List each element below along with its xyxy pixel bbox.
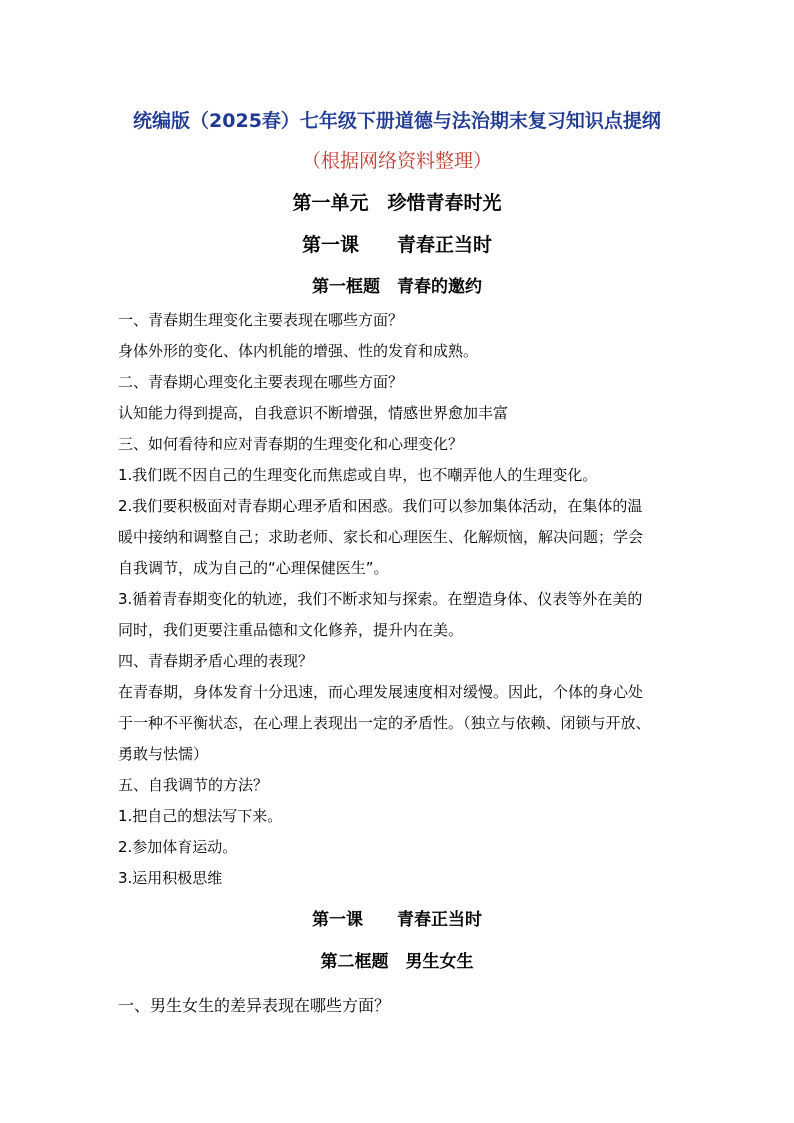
body-line: 认知能力得到提高，自我意识不断增强，情感世界愈加丰富 — [118, 404, 509, 422]
body-line: 三、如何看待和应对青春期的生理变化和心理变化？ — [118, 435, 464, 453]
frame-heading-2: 第二框题 男生女生 — [320, 952, 474, 972]
body-line: 于一种不平衡状态，在心理上表现出一定的矛盾性。（独立与依赖、闭锁与开放、 — [118, 714, 651, 732]
body-line: 五、自我调节的方法？ — [118, 776, 269, 794]
lesson-heading: 第一课 青春正当时 — [301, 234, 492, 256]
body-line: 同时，我们更要注重品德和文化修养，提升内在美。 — [118, 621, 464, 639]
body-line: 四、青春期矛盾心理的表现？ — [118, 652, 314, 670]
body-line: 身体外形的变化、体内机能的增强、性的发育和成熟。 — [118, 342, 479, 360]
body-line: 一、青春期生理变化主要表现在哪些方面？ — [118, 311, 404, 329]
lesson-heading-2: 第一课 青春正当时 — [312, 910, 482, 930]
body-line: 勇敢与怯懦） — [118, 745, 209, 763]
unit-heading: 第一单元 珍惜青春时光 — [292, 192, 502, 214]
body-line: 3.运用积极思维 — [118, 869, 223, 887]
document-title: 统编版（2025春）七年级下册道德与法治期末复习知识点提纲 — [133, 110, 661, 132]
body-line: 在青春期，身体发育十分迅速，而心理发展速度相对缓慢。因此，个体的身心处 — [118, 683, 644, 701]
body-line: 1.我们既不因自己的生理变化而焦虑或自卑，也不嘲弄他人的生理变化。 — [118, 466, 598, 484]
document-subtitle: （根据网络资料整理） — [301, 150, 492, 172]
body-line: 暖中接纳和调整自己；求助老师、家长和心理医生、化解烦恼，解决问题；学会 — [118, 528, 644, 546]
frame-heading: 第一框题 青春的邀约 — [312, 277, 482, 297]
section2-question: 一、男生女生的差异表现在哪些方面？ — [118, 996, 391, 1015]
body-line: 二、青春期心理变化主要表现在哪些方面？ — [118, 373, 404, 391]
body-line: 2.我们要积极面对青春期心理矛盾和困惑。我们可以参加集体活动，在集体的温 — [118, 497, 643, 515]
body-line: 自我调节，成为自己的“心理保健医生”。 — [118, 559, 389, 577]
body-line: 1.把自己的想法写下来。 — [118, 807, 283, 825]
body-text — [118, 305, 678, 894]
body-line: 2.参加体育运动。 — [118, 838, 238, 856]
body-line: 3.循着青春期变化的轨迹，我们不断求知与探索。在塑造身体、仪表等外在美的 — [118, 590, 643, 608]
